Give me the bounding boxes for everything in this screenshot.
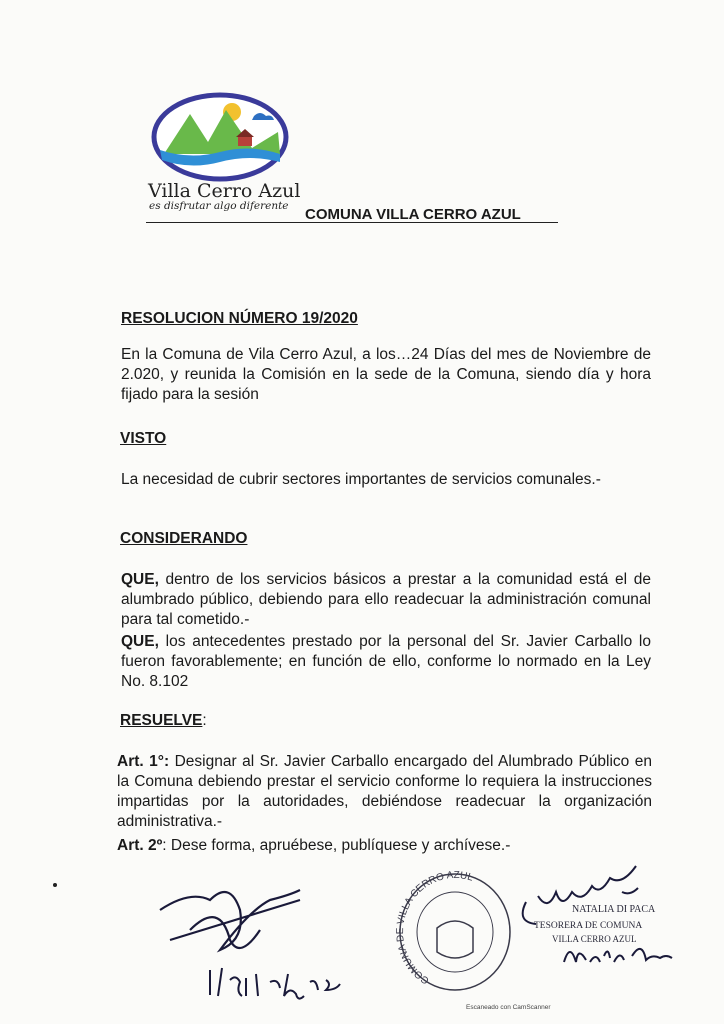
villa-cerro-azul-logo bbox=[150, 92, 290, 182]
clause-text: los antecedentes prestado por la personal del Sr. Javier Carballo lo fueron favorablemente; en función de ello, conforme lo normado en la Ley No. 8.102 bbox=[121, 633, 651, 690]
header-divider bbox=[146, 222, 558, 223]
comuna-seal bbox=[395, 868, 515, 1004]
article-1 bbox=[117, 752, 652, 832]
resuelve-heading-line bbox=[120, 712, 207, 730]
article-text: Designar al Sr. Javier Carballo encargado del Alumbrado Público en la Comuna debiendo prestar el servicio conforme lo requiera la instrucciones impartidas por la autoridades, debiéndose readecuar la organización administrativa.- bbox=[117, 753, 652, 830]
resuelve-colon: : bbox=[202, 712, 207, 729]
article-text: : Dese forma, apruébese, publíquese y archívese.- bbox=[162, 837, 511, 854]
scan-watermark: Escaneado con CamScanner bbox=[466, 1004, 551, 1011]
considerando-clause bbox=[121, 632, 651, 692]
brand-name: Villa Cerro Azul bbox=[148, 180, 301, 202]
resolution-title: RESOLUCION NÚMERO 19/2020 bbox=[121, 310, 358, 327]
brand-tagline: es disfrutar algo diferente bbox=[149, 200, 289, 212]
article-lead: Art. 1°: bbox=[117, 753, 170, 770]
resuelve-heading: RESUELVE bbox=[120, 712, 203, 729]
right-signature-stamp bbox=[512, 862, 692, 992]
svg-text:COMUNA DE VILLA CERRO AZUL: COMUNA DE VILLA CERRO AZUL bbox=[395, 869, 475, 986]
article-2 bbox=[117, 836, 652, 856]
visto-paragraph: La necesidad de cubrir sectores importantes de servicios comunales.- bbox=[121, 471, 601, 488]
svg-text:NATALIA DI PACA: NATALIA DI PACA bbox=[572, 904, 656, 915]
clause-text: dentro de los servicios básicos a prestar a la comunidad está el de alumbrado público, debiendo para ello readecuar la administración comunal para tal cometido.- bbox=[121, 571, 651, 628]
svg-text:VILLA CERRO AZUL: VILLA CERRO AZUL bbox=[552, 934, 637, 944]
considerando-clause bbox=[121, 570, 651, 630]
svg-text:TESORERA DE COMUNA: TESORERA DE COMUNA bbox=[534, 921, 643, 931]
clause-lead: QUE, bbox=[121, 571, 159, 588]
clause-lead: QUE, bbox=[121, 633, 159, 650]
article-lead: Art. 2º bbox=[117, 837, 163, 854]
organization-title: COMUNA VILLA CERRO AZUL bbox=[305, 206, 521, 223]
left-signature bbox=[150, 870, 380, 1010]
stray-mark bbox=[53, 883, 57, 887]
intro-paragraph: En la Comuna de Vila Cerro Azul, a los…24 Días del mes de Noviembre de 2.020, y reunida la Comisión en la sede de la Comuna, siendo día y hora fijado para la sesión bbox=[121, 346, 651, 403]
considerando-heading: CONSIDERANDO bbox=[120, 530, 248, 547]
visto-heading: VISTO bbox=[120, 430, 167, 447]
